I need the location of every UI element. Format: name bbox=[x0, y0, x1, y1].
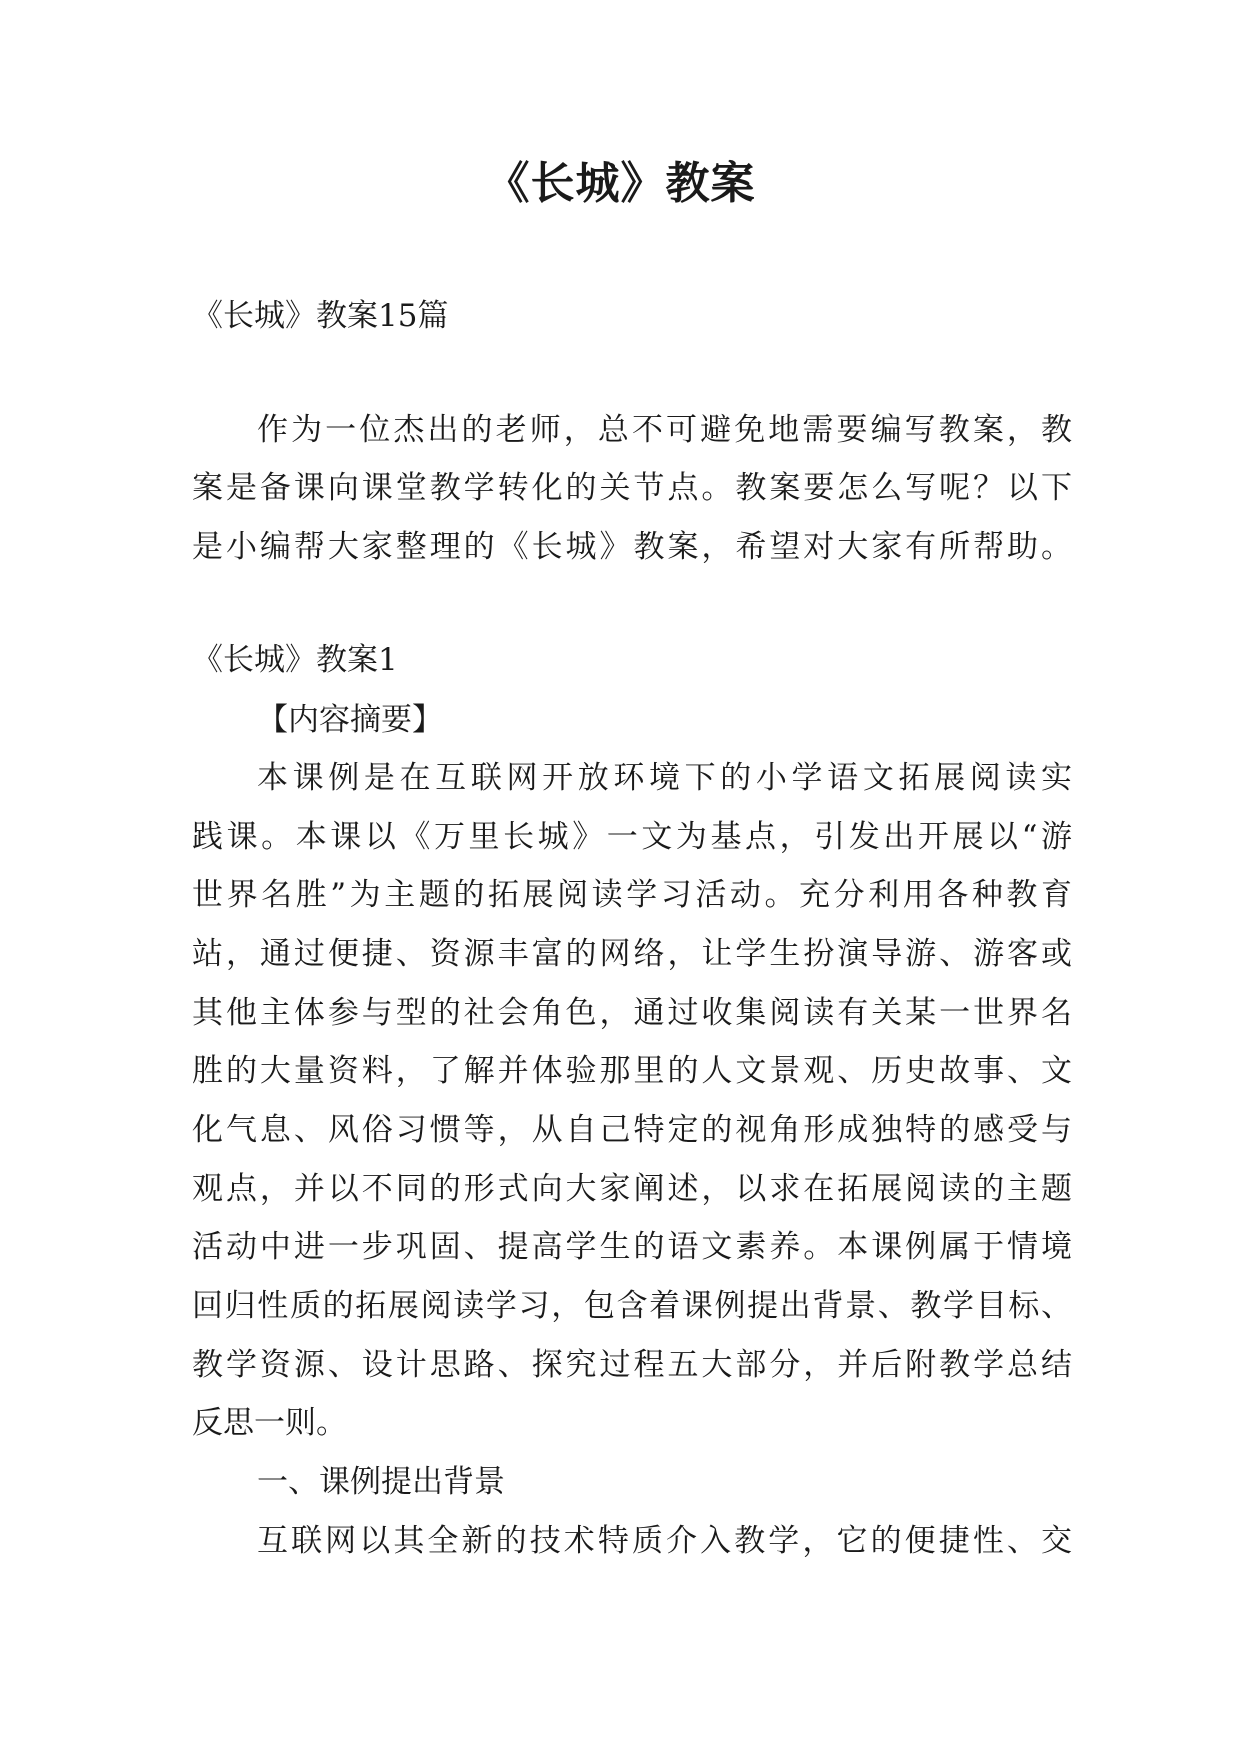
summary-line-5: 其他主体参与型的社会角色，通过收集阅读有关某一世界名 bbox=[192, 995, 1072, 1031]
intro-line-1: 作为一位杰出的老师，总不可避免地需要编写教案，教 bbox=[257, 412, 1072, 448]
summary-line-8: 观点，并以不同的形式向大家阐述，以求在拓展阅读的主题 bbox=[192, 1171, 1072, 1207]
document-subtitle: 《长城》教案15篇 bbox=[192, 298, 449, 334]
summary-line-4: 站，通过便捷、资源丰富的网络，让学生扮演导游、游客或 bbox=[192, 936, 1072, 972]
summary-line-2: 践课。本课以《万里长城》一文为基点，引发出开展以“游 bbox=[192, 819, 1072, 855]
section-title: 《长城》教案1 bbox=[192, 642, 398, 678]
summary-line-12: 反思一则。 bbox=[192, 1405, 347, 1441]
part1-line-1: 互联网以其全新的技术特质介入教学，它的便捷性、交 bbox=[257, 1523, 1072, 1559]
summary-line-10: 回归性质的拓展阅读学习，包含着课例提出背景、教学目标、 bbox=[192, 1288, 1072, 1324]
document-title: 《长城》教案 bbox=[485, 158, 756, 209]
part1-heading: 一、课例提出背景 bbox=[257, 1464, 505, 1500]
summary-line-6: 胜的大量资料，了解并体验那里的人文景观、历史故事、文 bbox=[192, 1053, 1072, 1089]
summary-line-9: 活动中进一步巩固、提高学生的语文素养。本课例属于情境 bbox=[192, 1229, 1072, 1265]
intro-line-3: 是小编帮大家整理的《长城》教案，希望对大家有所帮助。 bbox=[192, 529, 1072, 565]
summary-line-3: 世界名胜”为主题的拓展阅读学习活动。充分利用各种教育 bbox=[192, 877, 1072, 913]
summary-line-11: 教学资源、设计思路、探究过程五大部分，并后附教学总结 bbox=[192, 1347, 1072, 1383]
summary-line-7: 化气息、风俗习惯等，从自己特定的视角形成独特的感受与 bbox=[192, 1112, 1072, 1148]
intro-line-2: 案是备课向课堂教学转化的关节点。教案要怎么写呢？以下 bbox=[192, 470, 1072, 506]
summary-line-1: 本课例是在互联网开放环境下的小学语文拓展阅读实 bbox=[257, 760, 1072, 796]
summary-heading: 【内容摘要】 bbox=[257, 702, 443, 738]
